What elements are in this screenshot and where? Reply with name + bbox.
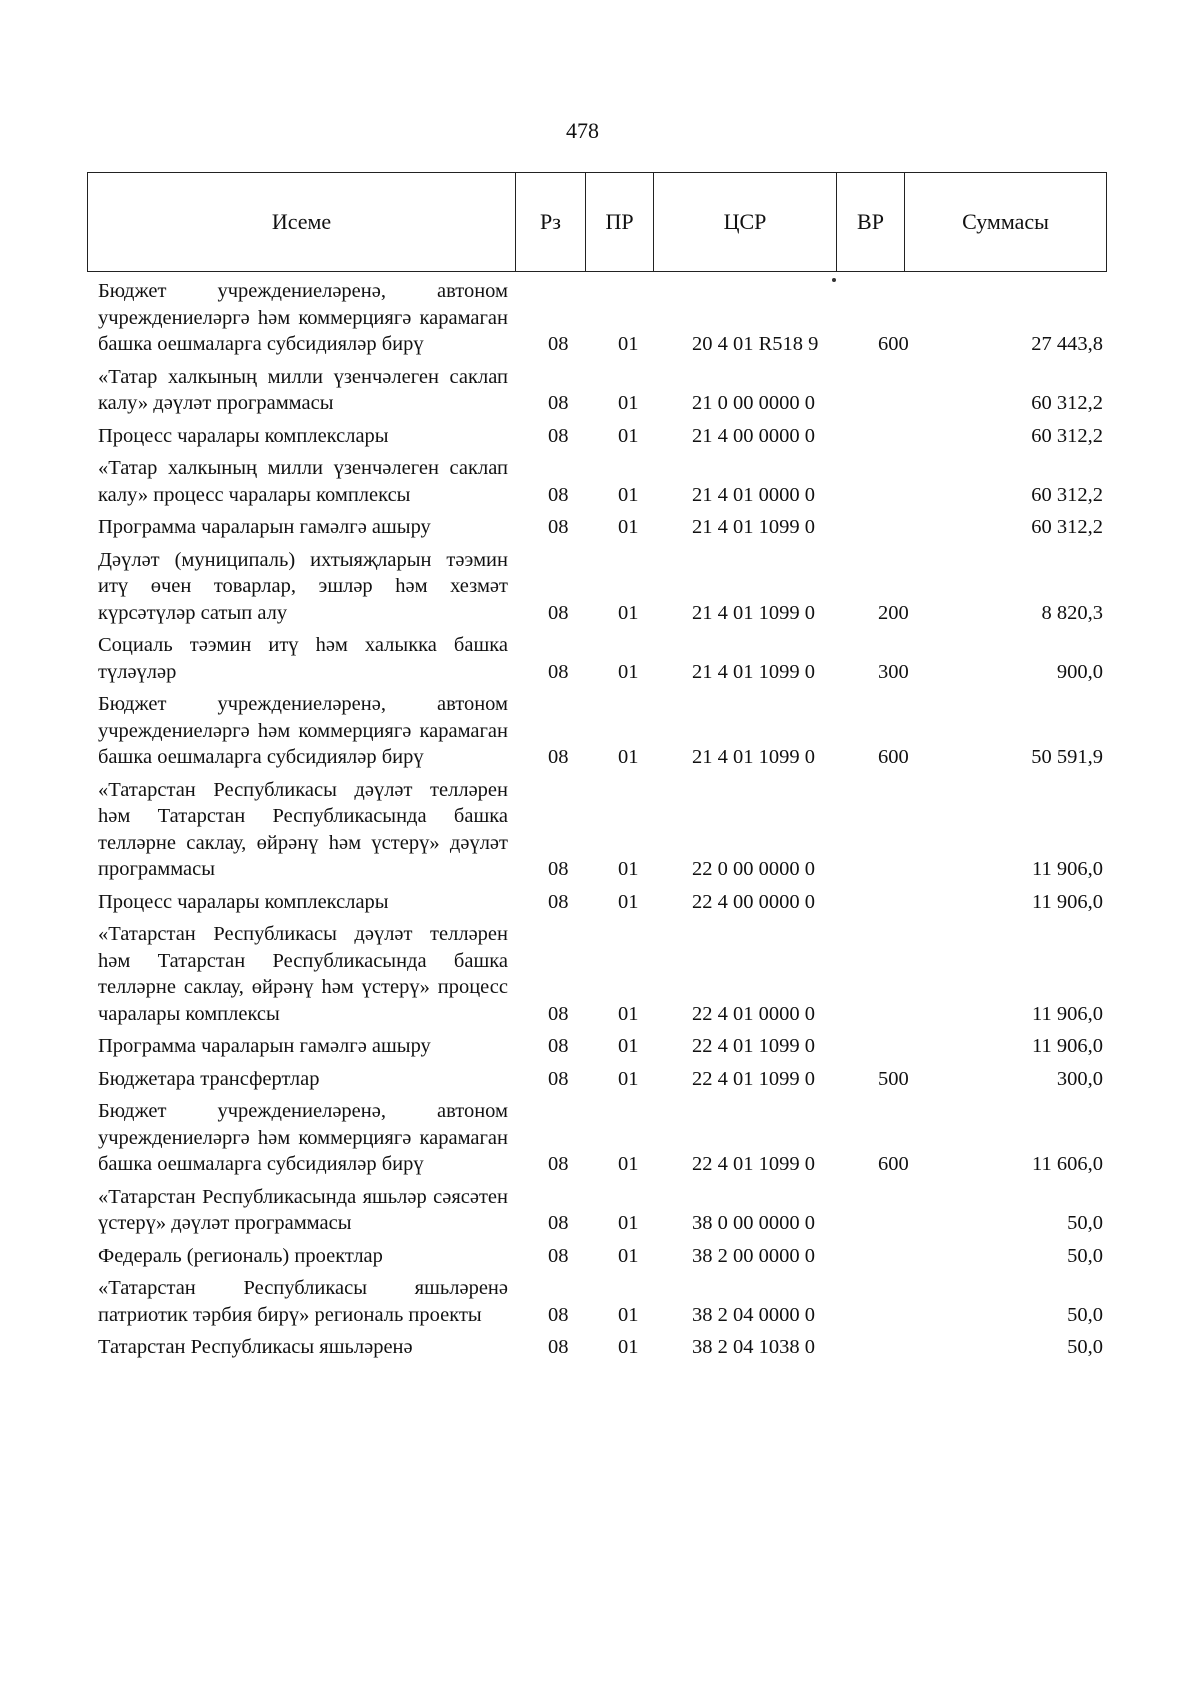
cell-name: «Татарстан Республикасы яшьләренә патриотик тәрбия бирү» региональ проекты [98,1277,508,1326]
cell-sum: 8 820,3 [1041,601,1103,624]
page-number: 478 [566,118,599,143]
cell-csr: 22 4 00 0000 0 [692,890,815,913]
cell-sum: 60 312,2 [1031,483,1103,506]
cell-pr: 01 [618,1153,639,1175]
cell-csr: 21 4 01 1099 0 [692,601,815,624]
cell-csr: 38 2 04 0000 0 [692,1303,815,1326]
cell-pr: 01 [618,660,639,683]
cell-name: Программа чараларын гамәлгә ашыру [98,1035,431,1057]
cell-pr: 01 [618,1244,639,1267]
cell-name: «Татарстан Республикасы дәүләт телләрен һәм Татарстан Республикасында башка телләрне саклау, өйрәнү һәм үстерү» процесс чаралары комплексы [98,923,508,1025]
table-row [98,455,1103,508]
cell-name: Программа чараларын гамәлгә ашыру [98,516,431,538]
table-body [98,278,1103,1367]
table-row [98,691,1103,771]
cell-pr: 01 [618,858,639,880]
cell-csr: 22 0 00 0000 0 [692,858,815,880]
cell-rz: 08 [548,516,569,538]
cell-rz: 08 [548,1244,569,1267]
cell-rz: 08 [548,333,569,355]
cell-rz: 08 [548,483,569,506]
header-pr: ПР [586,173,654,271]
cell-vr: 600 [878,333,909,355]
cell-pr: 01 [618,424,639,447]
header-sum: Суммасы [962,209,1049,234]
cell-name: Социаль тәэмин итү һәм халыкка башка түләүләр [98,634,508,683]
cell-csr: 21 4 01 1099 0 [692,516,815,538]
cell-rz: 08 [548,1002,569,1025]
cell-name: Дәүләт (муниципаль) ихтыяҗларын тәэмин итү өчен товарлар, эшләр һәм хезмәт күрсәтүләр сатып алу [98,548,508,624]
table-row [98,1066,1103,1093]
cell-sum: 60 312,2 [1031,516,1103,538]
table-row [98,632,1103,685]
cell-csr: 38 2 00 0000 0 [692,1244,815,1267]
table-row [98,1243,1103,1270]
table-row [98,777,1103,883]
cell-csr: 22 4 01 1099 0 [692,1067,815,1090]
cell-sum: 60 312,2 [1031,424,1103,447]
cell-pr: 01 [618,392,639,414]
cell-name: Процесс чаралары комплекслары [98,890,389,913]
cell-csr: 21 4 01 0000 0 [692,483,815,506]
cell-pr: 01 [618,333,639,355]
table-row [98,1033,1103,1060]
cell-rz: 08 [548,424,569,447]
cell-rz: 08 [548,1336,569,1358]
cell-pr: 01 [618,1002,639,1025]
cell-sum: 50,0 [1067,1212,1103,1234]
cell-sum: 11 906,0 [1032,1035,1103,1057]
table-row [98,889,1103,916]
cell-vr: 200 [878,601,909,624]
cell-csr: 22 4 01 1099 0 [692,1035,815,1057]
header-csr: ЦСР [654,173,837,271]
cell-csr: 38 0 00 0000 0 [692,1212,815,1234]
cell-name: Бюджет учреждениеләренә, автоном учреждениеләргә һәм коммерциягә карамаган башка оешмаларга субсидияләр бирү [98,280,508,355]
table-row [98,1334,1103,1361]
cell-sum: 50,0 [1067,1336,1103,1358]
cell-pr: 01 [618,890,639,913]
cell-sum: 50,0 [1067,1303,1103,1326]
cell-name: Федераль (региональ) проектлар [98,1244,383,1267]
cell-pr: 01 [618,1035,639,1057]
cell-csr: 20 4 01 R518 9 [692,333,819,355]
cell-rz: 08 [548,890,569,913]
cell-csr: 21 4 01 1099 0 [692,660,815,683]
table-row [98,1275,1103,1328]
cell-pr: 01 [618,516,639,538]
cell-sum: 300,0 [1056,1067,1103,1090]
cell-rz: 08 [548,1153,569,1175]
cell-pr: 01 [618,1336,639,1358]
cell-name: Бюджетара трансфертлар [98,1067,320,1090]
cell-name: Бюджет учреждениеләренә, автоном учреждениеләргә һәм коммерциягә карамаган башка оешмаларга субсидияләр бирү [98,1100,508,1175]
cell-rz: 08 [548,746,569,768]
cell-csr: 22 4 01 1099 0 [692,1153,815,1175]
cell-sum: 11 906,0 [1032,1002,1103,1025]
cell-pr: 01 [618,746,639,768]
cell-name: Татарстан Республикасы яшьләренә [98,1336,413,1358]
cell-rz: 08 [548,1035,569,1057]
cell-sum: 900,0 [1056,660,1103,683]
cell-csr: 21 0 00 0000 0 [692,392,815,414]
table-row [98,514,1103,541]
table-row [98,278,1103,358]
cell-pr: 01 [618,483,639,506]
cell-sum: 50 591,9 [1031,746,1103,768]
cell-vr: 500 [878,1067,909,1090]
table-row [98,1184,1103,1237]
table-row [98,1098,1103,1178]
cell-rz: 08 [548,601,569,624]
cell-csr: 38 2 04 1038 0 [692,1336,815,1358]
cell-rz: 08 [548,392,569,414]
cell-csr: 21 4 00 0000 0 [692,424,815,447]
header-vr: ВР [837,173,905,271]
cell-name: «Татар халкының милли үзенчәлеген саклап калу» процесс чаралары комплексы [98,457,508,506]
cell-pr: 01 [618,1067,639,1090]
cell-sum: 11 906,0 [1032,858,1103,880]
cell-sum: 11 606,0 [1032,1153,1103,1175]
table-row [98,423,1103,450]
cell-rz: 08 [548,1212,569,1234]
cell-name: Процесс чаралары комплекслары [98,424,389,447]
cell-rz: 08 [548,1303,569,1326]
table-row [98,547,1103,627]
cell-pr: 01 [618,1212,639,1234]
cell-vr: 300 [878,660,909,683]
header-rz: Рз [516,173,586,271]
cell-sum: 11 906,0 [1032,890,1103,913]
cell-name: Бюджет учреждениеләренә, автоном учреждениеләргә һәм коммерциягә карамаган башка оешмаларга субсидияләр бирү [98,693,508,768]
cell-sum: 50,0 [1067,1244,1103,1267]
cell-rz: 08 [548,858,569,880]
cell-vr: 600 [878,1153,909,1175]
header-name: Исеме [88,173,516,271]
table-header [87,172,1107,272]
cell-csr: 22 4 01 0000 0 [692,1002,815,1025]
cell-rz: 08 [548,660,569,683]
cell-pr: 01 [618,601,639,624]
cell-name: «Татарстан Республикасы дәүләт телләрен һәм Татарстан Республикасында башка телләрне саклау, өйрәнү һәм үстерү» дәүләт программасы [98,778,508,880]
cell-pr: 01 [618,1303,639,1326]
cell-name: «Татар халкының милли үзенчәлеген саклап калу» дәүләт программасы [98,365,508,414]
cell-sum: 27 443,8 [1031,333,1103,355]
cell-csr: 21 4 01 1099 0 [692,746,815,768]
cell-sum: 60 312,2 [1031,392,1103,414]
table-row [98,364,1103,417]
table-row [98,921,1103,1027]
cell-vr: 600 [878,746,909,768]
cell-name: «Татарстан Республикасында яшьләр сәясәтен үстерү» дәүләт программасы [98,1185,508,1234]
cell-rz: 08 [548,1067,569,1090]
